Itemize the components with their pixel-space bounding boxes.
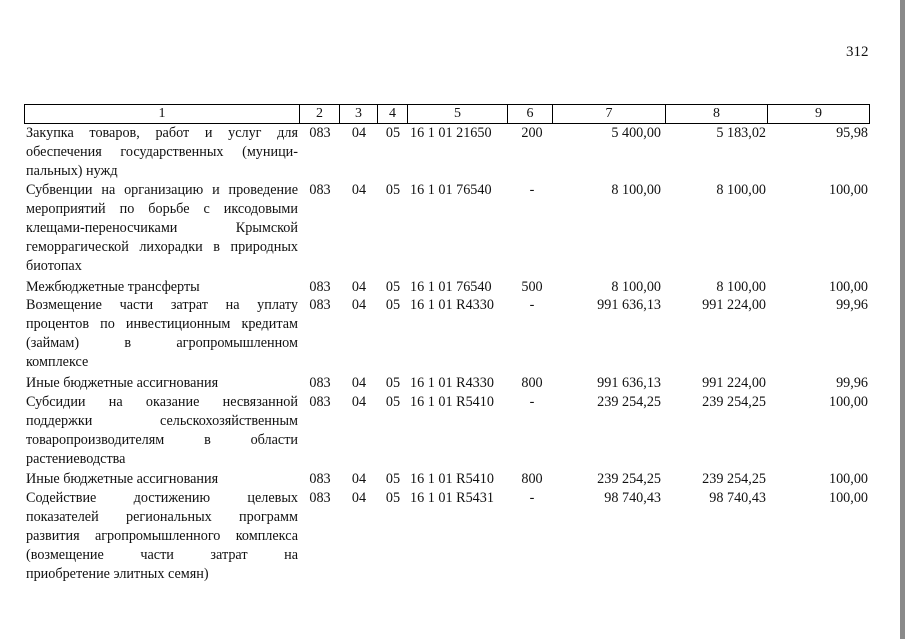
- row-c8-value: 239 254,25: [702, 471, 766, 487]
- row-c8-value: 8 100,00: [716, 182, 766, 198]
- description-line: Иные бюджетные ассигнования: [26, 375, 219, 391]
- row-c9-value: 99,96: [836, 375, 868, 391]
- description-line: товаропроизводителям в области: [26, 432, 298, 448]
- row-c9-value: 100,00: [828, 490, 868, 506]
- row-c8-value: 5 183,02: [716, 125, 766, 141]
- row-description: [26, 278, 298, 297]
- description-line: показателей региональных программ: [26, 509, 298, 525]
- description-line: Субсидии на оказание несвязанной: [26, 394, 298, 410]
- row-c6-value: -: [529, 182, 535, 198]
- row-c2-value: 083: [309, 375, 331, 391]
- header-cell-9: 9: [768, 104, 870, 124]
- header-cell-5: 5: [408, 104, 508, 124]
- row-c5-value: 16 1 01 R5410: [410, 394, 494, 410]
- row-c7-value: 8 100,00: [611, 279, 661, 295]
- row-c4-value: 05: [385, 125, 401, 141]
- row-c2-value: 083: [309, 471, 331, 487]
- description-line: биотопах: [26, 258, 82, 274]
- row-c3-value: 04: [351, 471, 367, 487]
- row-c4-value: 05: [385, 471, 401, 487]
- description-line: клещами-переносчиками Крымской: [26, 220, 298, 236]
- row-c3-value: 04: [351, 182, 367, 198]
- row-description: [26, 181, 298, 276]
- row-c8-value: 991 224,00: [702, 297, 766, 313]
- row-c3-value: 04: [351, 394, 367, 410]
- header-cell-7: 7: [553, 104, 666, 124]
- row-c2-value: 083: [309, 394, 331, 410]
- row-c8-value: 991 224,00: [702, 375, 766, 391]
- row-c9-value: 99,96: [836, 297, 868, 313]
- description-line: развития агропромышленного комплекса: [26, 528, 298, 544]
- row-c3-value: 04: [351, 375, 367, 391]
- row-c8-value: 98 740,43: [709, 490, 766, 506]
- row-c4-value: 05: [385, 279, 401, 295]
- row-c4-value: 05: [385, 490, 401, 506]
- description-line: Межбюджетные трансферты: [26, 279, 200, 295]
- row-c6-value: 500: [521, 279, 543, 295]
- row-c8-value: 8 100,00: [716, 279, 766, 295]
- row-description: [26, 470, 298, 489]
- row-c3-value: 04: [351, 125, 367, 141]
- row-description: [26, 296, 298, 372]
- row-description: [26, 393, 298, 469]
- row-c4-value: 05: [385, 182, 401, 198]
- description-line: пальных) нужд: [26, 163, 118, 179]
- row-c2-value: 083: [309, 297, 331, 313]
- row-c4-value: 05: [385, 394, 401, 410]
- row-c9-value: 100,00: [828, 471, 868, 487]
- row-description: [26, 489, 298, 584]
- row-c5-value: 16 1 01 R4330: [410, 375, 494, 391]
- row-c4-value: 05: [385, 297, 401, 313]
- row-c7-value: 5 400,00: [611, 125, 661, 141]
- row-c7-value: 8 100,00: [611, 182, 661, 198]
- description-line: (займам) в агропромышленном: [26, 335, 298, 351]
- row-c5-value: 16 1 01 R5410: [410, 471, 494, 487]
- row-c6-value: 800: [521, 471, 543, 487]
- row-c8-value: 239 254,25: [702, 394, 766, 410]
- description-line: (возмещение части затрат на: [26, 547, 298, 563]
- row-c4-value: 05: [385, 375, 401, 391]
- header-cell-2: 2: [300, 104, 340, 124]
- row-c7-value: 239 254,25: [597, 394, 661, 410]
- description-line: Содействие достижению целевых: [26, 490, 298, 506]
- row-description: [26, 124, 298, 181]
- description-line: Возмещение части затрат на уплату: [26, 297, 298, 313]
- header-cell-6: 6: [508, 104, 553, 124]
- row-c7-value: 239 254,25: [597, 471, 661, 487]
- header-cell-1: 1: [24, 104, 300, 124]
- row-c5-value: 16 1 01 21650: [410, 125, 492, 141]
- row-c2-value: 083: [309, 182, 331, 198]
- row-description: [26, 374, 298, 393]
- row-c6-value: 800: [521, 375, 543, 391]
- row-c5-value: 16 1 01 76540: [410, 182, 492, 198]
- row-c9-value: 100,00: [828, 279, 868, 295]
- page-edge-shadow: [900, 0, 905, 639]
- row-c7-value: 98 740,43: [604, 490, 661, 506]
- description-line: поддержки сельскохозяйственным: [26, 413, 298, 429]
- row-c5-value: 16 1 01 R4330: [410, 297, 494, 313]
- row-c7-value: 991 636,13: [597, 375, 661, 391]
- row-c7-value: 991 636,13: [597, 297, 661, 313]
- row-c6-value: 200: [521, 125, 543, 141]
- row-c3-value: 04: [351, 490, 367, 506]
- page-number: 312: [846, 44, 869, 60]
- description-line: геморрагической лихорадки в природных: [26, 239, 298, 255]
- header-cell-4: 4: [378, 104, 408, 124]
- row-c9-value: 100,00: [828, 182, 868, 198]
- description-line: процентов по инвестиционным кредитам: [26, 316, 298, 332]
- description-line: Закупка товаров, работ и услуг для: [26, 125, 298, 141]
- description-line: Субвенции на организацию и проведение: [26, 182, 298, 198]
- row-c6-value: -: [529, 297, 535, 313]
- row-c2-value: 083: [309, 490, 331, 506]
- row-c5-value: 16 1 01 R5431: [410, 490, 494, 506]
- description-line: приобретение элитных семян): [26, 566, 209, 582]
- description-line: комплексе: [26, 354, 89, 370]
- description-line: Иные бюджетные ассигнования: [26, 471, 219, 487]
- row-c3-value: 04: [351, 279, 367, 295]
- row-c9-value: 100,00: [828, 394, 868, 410]
- header-cell-3: 3: [340, 104, 378, 124]
- row-c3-value: 04: [351, 297, 367, 313]
- description-line: мероприятий по борьбе с иксодовыми: [26, 201, 298, 217]
- description-line: обеспечения государственных (муници-: [26, 144, 298, 160]
- row-c6-value: -: [529, 394, 535, 410]
- row-c2-value: 083: [309, 279, 331, 295]
- description-line: растениеводства: [26, 451, 126, 467]
- row-c5-value: 16 1 01 76540: [410, 279, 492, 295]
- row-c9-value: 95,98: [836, 125, 868, 141]
- header-cell-8: 8: [666, 104, 768, 124]
- row-c2-value: 083: [309, 125, 331, 141]
- row-c6-value: -: [529, 490, 535, 506]
